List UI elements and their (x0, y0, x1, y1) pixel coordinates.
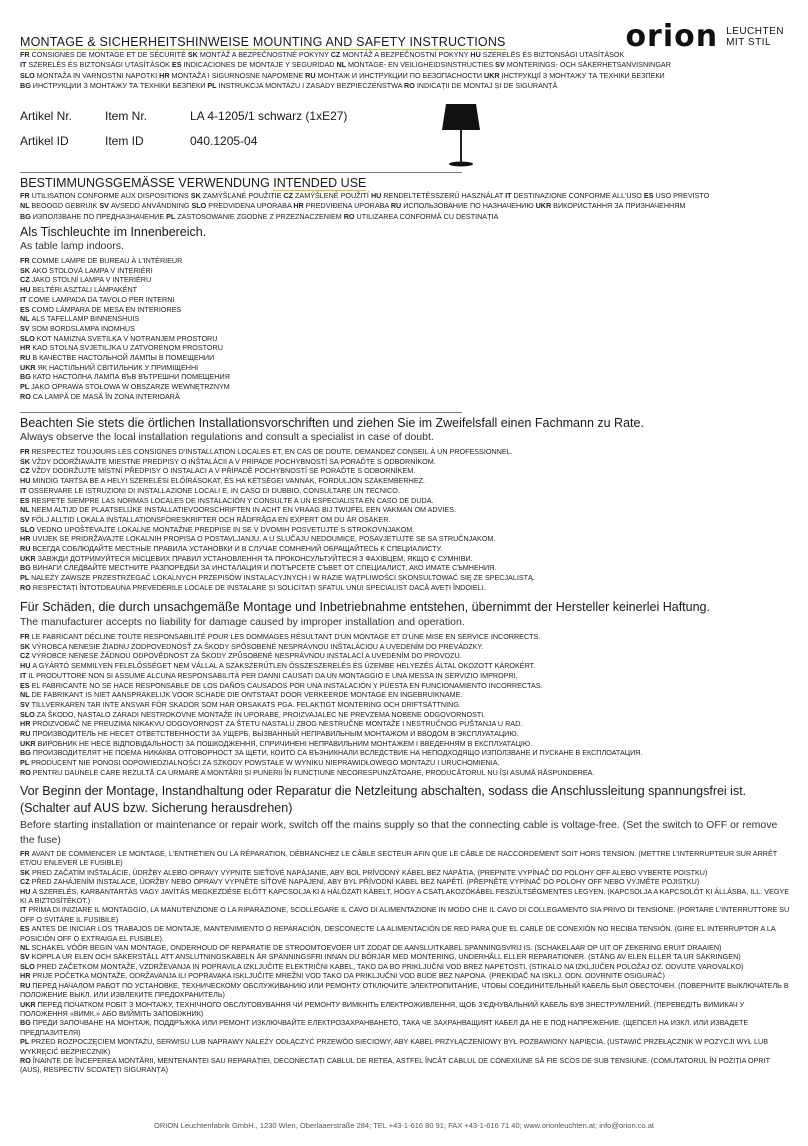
power-heading-en: Before starting installation or maintenance or repair work, switch off the mains supply so that the connecting cable is voltage-free. (Set the switch to OFF or remove the fuse) (20, 819, 778, 846)
language-code: RU (20, 544, 33, 554)
translation-text: МОНТАЖ И ИНСТРУКЦИИ ПО БЕЗОПАСНОСТИ (317, 70, 485, 80)
liability-item (20, 729, 790, 739)
intended-use-translations (20, 191, 790, 222)
language-code: UKR (20, 999, 38, 1009)
translation-text: PŘED ZAHÁJENÍM INSTALACE, ÚDRŽBY NEBO OPRAVY VYPNĚTE SÍŤOVÉ NAPÁJENÍ, ABY BYL PŘÍVODNÍ KABEL BEZ NAPĚTÍ. (PŘEPNĚTE VYPÍNAČ DO POLOHY OFF NEBO VYJMĚTE POJISTKU) (31, 877, 700, 887)
language-code: HR (20, 534, 33, 544)
language-code: SK (20, 456, 32, 466)
translation-text: PRODUCENT NIE PONOSI ODPOWIEDZIALNOŚCI ZA SZKODY POWSTAŁE W WYNIKU NIEPRAWIDŁOWEGO MONTAŻU I URUCHOMIENIA. (31, 758, 500, 768)
power-item (20, 981, 790, 1000)
document-title (20, 35, 506, 50)
translation-text: NEEM ALTIJD DE PLAATSELIJKE INSTALLATIEVOORSCHRIFTEN IN ACHT EN VRAAG BIJ TWIJFEL EEN VAKMAN OM ADVIES. (31, 505, 456, 515)
power-item (20, 1056, 790, 1075)
liability-item (20, 681, 790, 691)
translation-text: DESTINAZIONE CONFORME ALL'USO (513, 191, 644, 200)
liability-item (20, 642, 790, 652)
usage-item (20, 285, 790, 295)
power-item (20, 905, 790, 924)
usage-title-translation-line (20, 201, 790, 211)
language-code: SK (20, 265, 32, 275)
translation-text: VEDNO UPOŠTEVAJTE LOKALNE MONTAŽNE PREDPISE IN SE V DVOMIH POSVETUJTE S STROKOVNJAKOM. (36, 524, 415, 534)
usage-item (20, 372, 790, 382)
power-translations-list (20, 849, 790, 1075)
translation-text: NALEŻY ZAWSZE PRZESTRZEGAĆ LOKALNYCH PRZEPISÓW INSTALACYJNYCH I W RAZIE WĄTPLIWOŚCI SKONSULTOWAĆ SIĘ ZE SPECJALISTĄ. (31, 573, 535, 583)
translation-text: ПРОИЗВОДИТЕЛЬ НЕ НЕСЕТ ОТВЕТСТВЕННОСТИ ЗА УЩЕРБ, ВЫЗВАННЫЙ НЕПРАВИЛЬНЫМ МОНТАЖОМ И ВВОДОМ В ЭКСПЛУАТАЦИЮ. (32, 729, 519, 739)
regulation-item (20, 525, 790, 535)
language-code: IT (20, 294, 29, 304)
language-code: NL (20, 943, 32, 953)
language-code: PL (20, 1037, 32, 1047)
translation-text: ЯК НАСТІЛЬНИЙ СВІТИЛЬНИК У ПРИМІЩЕННІ (37, 362, 199, 372)
translation-text: CONSIGNES DE MONTAGE ET DE SÉCURITÉ (31, 50, 188, 59)
language-code: SV (20, 514, 32, 524)
translation-text: ZAMÝŠĽANÉ POUŽITIE (202, 191, 284, 200)
language-code: HU (20, 285, 33, 295)
liability-item (20, 768, 790, 778)
translation-text: RESPECTEZ TOUJOURS LES CONSIGNES D'INSTALLATION LOCALES ET, EN CAS DE DOUTE, DEMANDEZ CONSEIL À UN PROFESSIONNEL. (31, 447, 513, 456)
translation-text: ПРОИЗВОДИТЕЛЯТ НЕ ПОЕМА НИКАКВА ОТГОВОРНОСТ ЗА ЩЕТИ, КОИТО СА ВЪЗНИКНАЛИ ВСЛЕДСТВИЕ НА НЕПОДХОДЯЩО ИЗПОЛЗВАНЕ И ПУСКАНЕ В ЕКСПЛОАТАЦИЯ. (32, 748, 643, 758)
power-heading-de: Vor Beginn der Montage, Instandhaltung oder Reparatur die Netzleitung abschalten, sodass die Anschlussleitung spannungsfrei ist. (Schalter auf AUS bzw. Sicherung herausdrehen) (20, 784, 747, 815)
regulations-translations-list (20, 447, 790, 593)
translation-text: UTILISATION CONFORME AUX DISPOSITIONS (31, 191, 191, 200)
language-code: SV (99, 201, 111, 211)
translation-text: OSSERVARE LE ISTRUZIONI DI INSTALLAZIONE LOCALI E, IN CASO DI DUBBIO, CONSULTARE UN TECNICO. (28, 485, 400, 495)
translation-text: PRED ZAČETKOM MONTAŽE, VZDRŽEVANJA IN POPRAVILA IZKLJUČITE ELEKTRIČNI KABEL, TAKO DA BO PRIKLJUČNI VOD BREZ NAPETOSTI. (STIKALO NA IZKLJUČEN POLOŽAJ OZ. ODVIJTE VAROVALKO) (36, 961, 744, 971)
translation-text: SCHAKEL VÓÓR BEGIN VAN MONTAGE, ONDERHOUD OF REPARATIE DE STROOMTOEVOER UIT ZODAT DE AANSLUITKABEL SPANNINGSVRIJ IS. (SCHAKELAAR OP UIT OF ZEKERING ERUIT DRAAIEN) (31, 943, 722, 953)
language-code: FR (20, 256, 32, 265)
language-code: RO (20, 391, 33, 401)
logo-tagline (726, 26, 784, 48)
power-item (20, 962, 790, 971)
language-code: ES (20, 304, 32, 314)
power-item (20, 868, 790, 877)
translation-text: ВИКОРИСТАННЯ ЗА ПРИЗНАЧЕННЯМ (553, 201, 686, 211)
usage-item (20, 295, 790, 305)
language-code: RU (20, 980, 33, 990)
power-item (20, 877, 790, 886)
intended-use-title-en: INTENDED USE (273, 176, 367, 190)
logo-tag-line2: MIT STIL (726, 37, 772, 48)
liability-item (20, 651, 790, 661)
translation-text: INSTRUKCJA MONTAŻU I ZASADY BEZPIECZEŃSTWA (218, 81, 405, 91)
language-code: RU (20, 353, 33, 363)
language-code: BG (20, 81, 33, 91)
translation-text: MONTÁŽ A BEZPEČNOSTNÉ POKYNY (199, 50, 331, 59)
language-code: SK (20, 867, 32, 877)
language-code: FR (20, 50, 32, 59)
translation-text: ALS TAFELLAMP BINNENSHUIS (31, 314, 140, 324)
header-translation-line (20, 50, 790, 60)
translation-text: PRZED ROZPOCZĘCIEM MONTAŻU, SERWISU LUB NAPRAWY NALEŻY ODŁĄCZYĆ PRZEWÓD SIECIOWY, ABY KABEL PRZYŁĄCZENIOWY BYŁ POZBAWIONY NAPIĘCIA. (USTAWIĆ PRZEŁĄCZNIK W POZYCJI WYŁ LUB WYKRĘCIĆ BEZPIECZNIK) (20, 1037, 769, 1056)
translation-text: RESPETE SIEMPRE LAS NORMAS LOCALES DE INSTALACIÓN Y CONSULTE A UN ESPECIALISTA EN CASO DE DUDA. (31, 495, 434, 505)
translation-text: PRIMA DI INIZIARE IL MONTAGGIO, LA MANUTENZIONE O LA RIPARAZIONE, SCOLLEGARE IL CAVO DI ALIMENTAZIONE IN MODO CHE IL CAVO DI COLLEGAMENTO SIA PRIVO DI TENSIONE. (PORTARE L'INTERRUTTORE SU OFF O SVITARE IL FUSIBILE) (20, 905, 790, 924)
language-code: NL (336, 60, 348, 70)
language-code: NL (20, 690, 32, 700)
translation-text: UTILIZAREA CONFORMĂ CU DESTINAȚIA (356, 211, 499, 221)
language-code: FR (20, 191, 32, 200)
language-code: SV (20, 323, 32, 333)
regulation-item (20, 476, 790, 486)
language-code: PL (20, 573, 32, 583)
power-item (20, 1000, 790, 1019)
language-code: ES (171, 60, 184, 70)
usage-title-translation-line (20, 191, 790, 201)
language-code: SLO (20, 333, 37, 343)
translation-text: AVSEDD ANVÄNDNING (110, 201, 192, 211)
language-code: HU (20, 476, 33, 486)
translation-text: PREDVIDENA UPORABA (208, 201, 294, 211)
language-code: SK (20, 641, 32, 651)
language-code: BG (20, 211, 33, 221)
divider (20, 172, 462, 173)
regulation-item (20, 505, 790, 515)
language-code: SK (187, 50, 200, 59)
power-item (20, 924, 790, 943)
translation-text: ЗАВЖДИ ДОТРИМУЙТЕСЯ МІСЦЕВИХ ПРАВИЛ УСТАНОВЛЕННЯ ТА ПРОКОНСУЛЬТУЙТЕСЯ З ФАХІВЦЕМ, ЯКЩО Є СУМНІВИ. (37, 553, 473, 563)
language-code: IT (20, 670, 29, 680)
language-code: HR (20, 343, 33, 353)
header-translation-line (20, 60, 790, 70)
liability-item (20, 758, 790, 768)
liability-item (20, 671, 790, 681)
language-code: UKR (20, 553, 38, 563)
regulation-item (20, 457, 790, 467)
liability-translations-list (20, 632, 790, 778)
language-code: HU (370, 191, 384, 200)
translation-text: KOPPLA UR ELEN OCH SÄKERSTÄLL ATT ANSLUTNINGSKABELN ÄR SPÄNNINGSFRI INNAN DU BÖRJAR MED MONTERING, UNDERHÅLL ELLER REPARATIONER. (STÄNG AV ELEN ELLER TA UR SÄKRINGEN) (31, 952, 741, 962)
orion-logo (625, 19, 784, 54)
language-code: CZ (20, 877, 32, 887)
header-translation-line (20, 81, 790, 91)
regulation-item (20, 486, 790, 496)
translation-text: BEOOGD GEBRUIK (31, 201, 100, 211)
language-code: SLO (20, 961, 37, 971)
liability-heading-de: Für Schäden, die durch unsachgemäße Montage und Inbetriebnahme entstehen, übernimmt der Hersteller keinerlei Haftung. (20, 600, 710, 614)
translation-text: COME LAMPADA DA TAVOLO PER INTERNI (28, 294, 175, 304)
liability-item (20, 748, 790, 758)
translation-text: SZERELÉS ÉS BIZTONSÁGI UTASÍTÁSOK (482, 50, 625, 59)
article-id-value: 040.1205-04 (190, 134, 258, 148)
language-code: ES (20, 924, 32, 934)
translation-text: LE FABRICANT DÉCLINE TOUTE RESPONSABILITÉ POUR LES DOMMAGES RÉSULTANT D'UN MONTAGE ET D'UNE MISE EN SERVICE INCORRECTS. (31, 632, 541, 641)
intended-use-title-de: BESTIMMUNGSGEMÄSSE VERWENDUNG (20, 176, 270, 190)
language-code: IT (505, 191, 514, 200)
translation-text: INDICAȚII DE MONTAJ ȘI DE SIGURANȚĂ (416, 81, 558, 91)
language-code: NL (20, 201, 32, 211)
table-lamp-icon (432, 102, 492, 168)
article-id-label-de: Artikel ID (20, 134, 69, 148)
translation-text: КАТО НАСТОЛНА ЛАМПА ВЪВ ВЪТРЕШНИ ПОМЕЩЕНИЯ (32, 372, 230, 382)
language-code: RU (20, 729, 33, 739)
language-code: NL (20, 505, 32, 515)
title-de: MONTAGE & SICHERHEITSHINWEISE (20, 35, 250, 49)
language-code: RU (305, 70, 318, 80)
language-code: BG (20, 372, 33, 382)
translation-text: COMO LÁMPARA DE MESA EN INTERIORES (31, 304, 182, 314)
language-code: CZ (20, 466, 32, 476)
translation-text: KOT NAMIZNA SVETILKA V NOTRANJEM PROSTORU (36, 333, 218, 343)
translation-text: PRED ZAČATÍM INŠTALÁCIE, ÚDRŽBY ALEBO OPRAVY VYPNITE SIEŤOVÉ NAPÁJANIE, ABY BOL PRÍVODNÝ KÁBEL BEZ NAPÄTIA. (PREPNITE VYPÍNAČ DO POLOHY OFF ALEBO VYBERTE POISTKU) (31, 867, 708, 877)
language-code: FR (20, 849, 32, 858)
translation-text: AVANT DE COMMENCER LE MONTAGE, L'ENTRETIEN OU LA RÉPARATION, DÉBRANCHEZ LE CÂBLE SECTEUR AFIN QUE LE CÂBLE DE RACCORDEMENT SOIT HORS TENSION. (METTRE L'INTERRUPTEUR SUR ARRÊT ET/OU ENLEVER LE FUSIBLE) (20, 849, 778, 868)
translation-text: ПРЕДИ ЗАПОЧВАНЕ НА МОНТАЖ, ПОДДРЪЖКА ИЛИ РЕМОНТ ИЗКЛЮЧВАЙТЕ ЕЛЕКТРОЗАХРАНВАНЕТО, ТАКА ЧЕ ЗАХРАНВАЩИЯТ КАБЕЛ ДА НЕ Е ПОД НАПРЕЖЕНИЕ. (ЩЕПСЕЛ НА ИЗКЛ. ИЛИ ИЗВАДЕТЕ ПРЕДПАЗИТЕЛЯ) (20, 1018, 749, 1037)
translation-text: RENDELTETÉSSZERŰ HASZNÁLAT (383, 191, 506, 200)
language-code: RO (20, 1055, 33, 1065)
power-item (20, 943, 790, 952)
language-code: RO (343, 211, 357, 221)
translation-text: ИСПОЛЬЗОВАНИЕ ПО НАЗНАЧЕНИЮ (403, 201, 536, 211)
usage-heading-de: Als Tischleuchte im Innenbereich. (20, 225, 207, 239)
translation-text: SOM BORDSLAMPA INOMHUS (31, 323, 135, 333)
language-code: CZ (283, 191, 296, 200)
translation-text: KAO STOLNA SVJETILJKA U ZATVORENOM PROSTORU (32, 343, 223, 353)
language-code: HU (20, 886, 33, 896)
translation-text: ÎNAINTE DE ÎNCEPEREA MONTĂRII, MENTENANȚEI SAU REPARAȚIEI, DECONECTAȚI CABLUL DE RETEA, ASTFEL ÎNCÂT CABLUL DE CONEXIUNE SĂ FIE SCOS DE SUB TENSIUNE. (COMUTATORUL ÎN POZIȚIA OPRIT (AUS), RESPECTIV SCOATEȚI SIGURANȚA) (20, 1055, 770, 1075)
power-item (20, 971, 790, 980)
liability-item (20, 719, 790, 729)
regulations-heading-de: Beachten Sie stets die örtlichen Installationsvorschriften und ziehen Sie im Zweifelsfall einen Fachmann zu Rate. (20, 416, 644, 430)
language-code: SLO (191, 201, 209, 211)
translation-text: DE FABRIKANT IS NIET AANSPRAKELIJK VOOR SCHADE DIE ONTSTAAT DOOR VERKEERDE MONTAGE EN INGEBRUIKNAME. (31, 690, 463, 700)
language-code: UKR (484, 70, 502, 80)
language-code: BG (20, 1018, 33, 1028)
regulation-item (20, 466, 790, 476)
header-translation-line (20, 71, 790, 81)
liability-item (20, 690, 790, 700)
usage-item (20, 324, 790, 334)
language-code: PL (20, 382, 32, 392)
regulation-item (20, 544, 790, 554)
translation-text: AKO STOLOVÁ LAMPA V INTERIÉRI (31, 265, 153, 275)
usage-title-translation-line (20, 212, 790, 222)
usage-item (20, 275, 790, 285)
translation-text: MONTAŽA I SIGURNOSNE NAPOMENE (171, 70, 306, 80)
language-code: RO (20, 582, 33, 592)
language-code: HR (293, 201, 306, 211)
translation-text: BELTÉRI ASZTALI LÁMPAKÉNT (32, 285, 138, 295)
regulation-item (20, 534, 790, 544)
regulation-item (20, 496, 790, 506)
language-code: HU (20, 661, 33, 671)
liability-item (20, 632, 790, 642)
language-code: RO (20, 767, 33, 777)
translation-text: UVIJEK SE PRIDRŽAVAJTE LOKALNIH PROPISA O POSTAVLJANJU, A U SLUČAJU NEDOUMICE, POSAVJETUJTE SE SA STRUČNJAKOM. (32, 534, 496, 544)
usage-item (20, 343, 790, 353)
translation-text: PROIZVOĐAČ NE PREUZIMA NIKAKVU ODGOVORNOST ZA ŠTETU NASTALU ZBOG NESTRUČNE MONTAŽE I NESTRUČNOG PUŠTANJA U RAD. (32, 719, 523, 729)
language-code: PL (207, 81, 219, 91)
translation-text: USO PREVISTO (655, 191, 710, 200)
language-code: HR (159, 70, 172, 80)
article-nr-label-de: Artikel Nr. (20, 109, 73, 123)
translation-text: ZA ŠKODO, NASTALO ZARADI NESTROKOVNE MONTAŽE IN UPORABE, PROIZVAJALEC NE PREVZEMA NOBENE ODGOVORNOSTI. (36, 709, 486, 719)
language-code: UKR (535, 201, 554, 211)
translation-text: MONTÁŽ A BEZPEČNOSTNÍ POKYNY (342, 50, 471, 59)
language-code: SV (495, 60, 507, 70)
language-code: BG (20, 748, 33, 758)
translation-text: COMME LAMPE DE BUREAU À L'INTÉRIEUR (31, 256, 183, 265)
power-item (20, 1018, 790, 1037)
language-code: UKR (20, 738, 38, 748)
language-code: RO (404, 81, 417, 91)
translation-text: EL FABRICANTE NO SE HACE RESPONSABLE DE LOS DAÑOS CAUSADOS POR UNA INSTALACIÓN Y PUESTA EN FUNCIONAMIENTO INCORRECTAS. (31, 680, 543, 690)
logo-tag-line1: LEUCHTEN (726, 26, 784, 37)
translation-text: PRIJE POČETKA MONTAŽE, ODRŽAVANJA ILI POPRAVAKA ISKLJUČITE MREŽNI VOD TAKO DA PRIKLJUČNI VOD BUDE BEZ NAPONA. (PREKIDAČ NA ISKLJ. ODN. ODVRNITE OSIGURAČ) (32, 971, 665, 981)
translation-text: PENTRU DAUNELE CARE REZULTĂ CA URMARE A MONTĂRII ȘI PUNERII ÎN FUNCȚIUNE NECORESPUNZĂTOARE, PRODUCĂTORUL NU ÎȘI ASUMĂ RĂSPUNDEREA. (32, 767, 595, 777)
translation-text: ІНСТРУКЦІЇ З МОНТАЖУ ТА ТЕХНІКИ БЕЗПЕКИ (501, 70, 665, 80)
translation-text: A SZERELÉS, KARBANTARTÁS VAGY JAVÍTÁS MEGKEZDÉSE ELŐTT KAPCSOLJA KI A HÁLÓZATI KÁBELT, HOGY A CSATLAKOZÓKÁBEL FESZÜLTSÉGMENTES LEGYEN. (KAPCSOLJA A KAPCSOLÓT KI ÁLLÁSBA, ILL. VEGYE KI A BIZTOSÍTÉKOT.) (20, 886, 790, 906)
header-translations (20, 50, 790, 92)
regulation-item (20, 573, 790, 583)
usage-item (20, 334, 790, 344)
translation-text: MINDIG TARTSA BE A HELYI SZERELÉSI ELŐÍRÁSOKAT, ÉS HA KÉTSÉGEI VANNAK, FORDULJON SZAKEMBERHEZ. (32, 476, 426, 486)
language-code: FR (20, 632, 32, 641)
liability-item (20, 661, 790, 671)
translation-text: ИЗПОЛЗВАНЕ ПО ПРЕДНАЗНАЧЕНИЕ (32, 211, 167, 221)
language-code: SLO (20, 709, 37, 719)
language-code: CZ (330, 50, 343, 59)
translation-text: PREDVIĐENA UPORABA (305, 201, 391, 211)
translation-text: ANTES DE INICIAR LOS TRABAJOS DE MONTAJE, MANTENIMIENTO O REPARACIÓN, DESCONECTE LA ALIMENTACIÓN DE RED PARA QUE EL CABLE DE CONEXIÓN NO RECIBA TENSIÓN. (GIRE EL INTERRUPTOR A LA POSICIÓN OFF O EXTRAIGA EL FUSIBLE). (20, 924, 776, 943)
translation-text: ВИНАГИ СЛЕДВАЙТЕ МЕСТНИТЕ РАЗПОРЕДБИ ЗА ИНСТАЛАЦИЯ И ПОТЪРСЕТЕ СЪВЕТ ОТ СПЕЦИАЛИСТ, АКО ИМАТЕ СЪМНЕНИЯ. (32, 563, 497, 573)
translation-text: SZERELÉS ÉS BIZTONSÁGI UTASÍTÁSOK (28, 60, 172, 70)
language-code: HR (20, 971, 33, 981)
regulation-item (20, 447, 790, 457)
language-code: IT (20, 905, 29, 915)
usage-item (20, 363, 790, 373)
language-code: PL (166, 211, 178, 221)
language-code: PL (20, 758, 32, 768)
language-code: SLO (20, 524, 37, 534)
usage-item (20, 314, 790, 324)
translation-text: CA LAMPĂ DE MASĂ ÎN ZONA INTERIOARĂ (32, 391, 180, 401)
title-en: MOUNTING AND SAFETY INSTRUCTIONS (249, 35, 506, 49)
footer-contact: ORION Leuchtenfabrik GmbH., 1230 Wien, Oberlaaerstraße 284; TEL +43-1-616 80 91; FAX +43-1-616 71 40; www.orionleuchten.at; info@orion.co.at (154, 1121, 654, 1130)
language-code: CZ (20, 651, 32, 661)
language-code: FR (20, 447, 32, 456)
usage-item (20, 382, 790, 392)
language-code: SK (190, 191, 203, 200)
translation-text: INDICACIONES DE MONTAJE Y SEGURIDAD (183, 60, 337, 70)
power-item (20, 1037, 790, 1056)
liability-item (20, 700, 790, 710)
translation-text: MONTAGE- EN VEILIGHEIDSINSTRUCTIES (347, 60, 496, 70)
translation-text: TILLVERKAREN TAR INTE ANSVAR FÖR SKADOR SOM HAR ORSAKATS PGA. FELAKTIGT MONTERING OCH DRIFTSÄTTNING. (31, 699, 461, 709)
translation-text: VŽDY DODRŽUJTE MÍSTNÍ PŘEDPISY O INSTALACI A V PŘÍPADĚ POCHYBNOSTÍ SE PORAĎTE S ODBORNÍKEM. (31, 466, 416, 476)
article-id-label-en: Item ID (105, 134, 144, 148)
liability-heading-en: The manufacturer accepts no liability for damage caused by improper installation and operation. (20, 616, 465, 628)
language-code: SV (20, 952, 32, 962)
translation-text: VÝROBCE NENESE ŽÁDNOU ODPOVĚDNOST ZA ŠKODY ZPŮSOBENÉ NESPRÁVNOU INSTALACÍ A UVEDENÍM DO PROVOZU. (31, 651, 462, 661)
intended-use-title (20, 176, 366, 191)
translation-text: ПЕРЕД ПОЧАТКОМ РОБІТ З МОНТАЖУ, ТЕХНІЧНОГО ОБСЛУГОВУВАННЯ ЧИ РЕМОНТУ ВИМКНІТЬ ЕЛЕКТРОЖИВЛЕННЯ, ЩОБ З'ЄДНУВАЛЬНИЙ КАБЕЛЬ БУВ ЗНЕСТРУМЛЕНИЙ. (ПЕРЕВЕДІТЬ ВИМИКАЧ У ПОЛОЖЕННЯ «ВИМК.» АБО ВИЙМІТЬ ЗАПОБІЖНИК) (20, 999, 745, 1018)
translation-text: IL PRODUTTORE NON SI ASSUME ALCUNA RESPONSABILITÀ PER DANNI CAUSATI DA UN MONTAGGIO E UNA MESSA IN SERVIZIO IMPROPRI. (28, 670, 518, 680)
translation-text: ВИРОБНИК НЕ НЕСЕ ВІДПОВІДАЛЬНОСТІ ЗА ПОШКОДЖЕННЯ, СПРИЧИНЕНІ НЕПРАВИЛЬНИМ МОНТАЖЕМ І ВВЕДЕННЯМ В ЕКСПЛУАТАЦІЮ. (37, 738, 533, 748)
usage-heading-en: As table lamp indoors. (20, 240, 124, 252)
language-code: ES (20, 680, 32, 690)
power-item (20, 887, 790, 906)
translation-text: В КАЧЕСТВЕ НАСТОЛЬНОЙ ЛАМПЫ В ПОМЕЩЕНИИ (32, 353, 215, 363)
translation-text: RESPECTAȚI ÎNTOTDEAUNA PREVEDERILE LOCALE DE INSTALARE ȘI SOLICITAȚI SFATUL UNUI SPECIALIST DACĂ AVEȚI ÎNDOIELI. (32, 582, 486, 592)
language-code: IT (20, 60, 29, 70)
language-code: CZ (20, 275, 32, 285)
usage-translations-list (20, 256, 790, 402)
translation-text: VÝROBCA NENESIE ŽIADNU ZODPOVEDNOSŤ ZA ŠKODY SPÔSOBENÉ NESPRÁVNOU INŠTALÁCIOU A UVEDENÍM DO PREVÁDZKY. (31, 641, 484, 651)
translation-text: ВСЕГДА СОБЛЮДАЙТЕ МЕСТНЫЕ ПРАВИЛА УСТАНОВКИ И В СЛУЧАЕ СОМНЕНИЙ ОБРАЩАЙТЕСЬ К СПЕЦИАЛИСТУ. (32, 544, 443, 554)
regulation-item (20, 583, 790, 593)
language-code: BG (20, 563, 33, 573)
translation-text: VŽDY DODRŽIAVAJTE MIESTNE PREDPISY O INŠTALÁCII A V PRÍPADE POCHYBNOSTÍ SA PORAĎTE S ODBORNÍKOM. (31, 456, 436, 466)
power-item (20, 952, 790, 961)
article-nr-value: LA 4-1205/1 schwarz (1xE27) (190, 109, 348, 123)
usage-item (20, 256, 790, 266)
translation-text: JAKO STOLNÍ LAMPA V INTERIÉRU (31, 275, 152, 285)
language-code: ES (20, 495, 32, 505)
translation-text: ZASTOSOWANIE ZGODNE Z PRZEZNACZENIEM (177, 211, 344, 221)
language-code: IT (20, 485, 29, 495)
translation-text: ZAMÝŠLENÉ POUŽITÍ (295, 191, 371, 200)
regulation-item (20, 515, 790, 525)
regulation-item (20, 563, 790, 573)
language-code: ES (643, 191, 656, 200)
article-nr-label-en: Item Nr. (105, 109, 148, 123)
divider (20, 412, 462, 413)
translation-text: ПЕРЕД НАЧАЛОМ РАБОТ ПО УСТАНОВКЕ, ТЕХНИЧЕСКОМУ ОБСЛУЖИВАНИЮ ИЛИ РЕМОНТУ ОТКЛЮЧИТЕ ЭЛЕКТРОПИТАНИЕ, ЧТОБЫ СОЕДИНИТЕЛЬНЫЙ КАБЕЛЬ БЫЛ ОБЕСТОЧЕН. (ПОВЕРНИТЕ ВЫКЛЮЧАТЕЛЬ В ПОЛОЖЕНИЕ ВЫКЛ. ИЛИ ИЗВЛЕКИТЕ ПРЕДОХРАНИТЕЛЬ) (20, 980, 789, 1000)
language-code: NL (20, 314, 32, 324)
language-code: UKR (20, 362, 38, 372)
language-code: HU (470, 50, 483, 59)
language-code: RU (390, 201, 404, 211)
translation-text: MONTAŽA IN VARNOSTNI NAPOTKI (36, 70, 160, 80)
translation-text: ИНСТРУКЦИИ З МОНТАЖУ ТА ТЕХНІКИ БЕЗПЕКИ (32, 81, 208, 91)
regulation-item (20, 554, 790, 564)
translation-text: FÖLJ ALLTID LOKALA INSTALLATIONSFÖRESKRIFTER OCH RÅDFRÅGA EN EXPERT OM DU ÄR OSÄKER. (31, 514, 391, 524)
usage-item (20, 305, 790, 315)
language-code: SLO (20, 70, 37, 80)
translation-text: MONTERINGS- OCH SÄKERHETSANVISNINGAR (506, 60, 671, 70)
usage-item (20, 266, 790, 276)
usage-item (20, 353, 790, 363)
language-code: SV (20, 699, 32, 709)
translation-text: A GYÁRTÓ SEMMILYEN FELELŐSSÉGET NEM VÁLLAL A SZAKSZERŰTLEN ÖSSZESZERELÉS ÉS ÜZEMBE HELYEZÉS ÁLTAL OKOZOTT KÁROKÉRT. (32, 661, 536, 671)
logo-mark: orion (625, 19, 719, 54)
usage-item (20, 392, 790, 402)
language-code: HR (20, 719, 33, 729)
liability-item (20, 739, 790, 749)
liability-item (20, 710, 790, 720)
power-item (20, 849, 790, 868)
translation-text: JAKO OPRAWA STOŁOWA W OBSZARZE WEWNĘTRZNYM (31, 382, 230, 392)
regulations-heading-en: Always observe the local installation regulations and consult a specialist in case of doubt. (20, 431, 434, 443)
